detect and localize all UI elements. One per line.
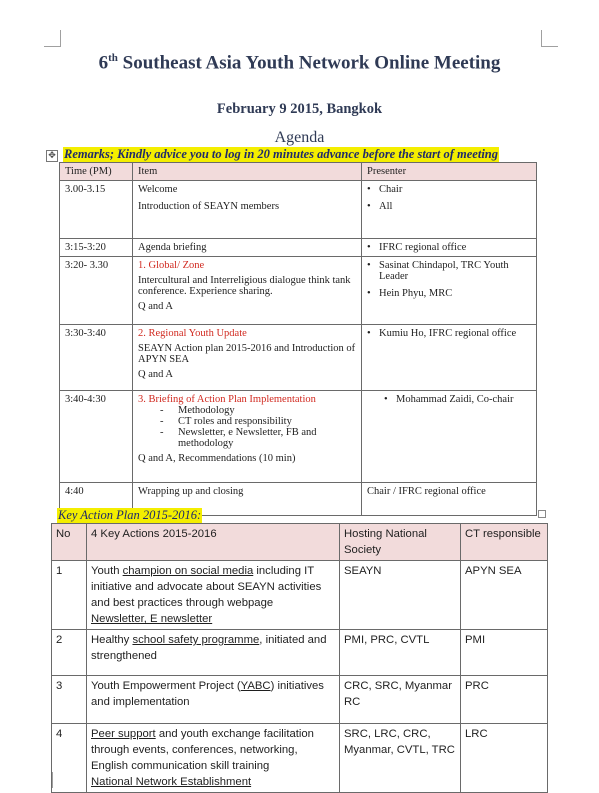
key-action-plan-table: [51, 523, 548, 793]
kap-row: [52, 630, 548, 676]
kap-action-keyword: school safety programme: [132, 634, 260, 646]
presenter-bullet: • Hein Phyu, MRC: [367, 288, 453, 299]
agenda-row: [60, 391, 537, 483]
kap-ct: PMI: [461, 630, 548, 676]
kap-host: SRC, LRC, CRC, Myanmar, CVTL, TRC: [340, 724, 461, 793]
kap-header-row: [52, 524, 548, 561]
agenda-presenter: Chair / IFRC regional office: [362, 483, 537, 516]
presenter-bullet: • IFRC regional office: [367, 242, 467, 253]
agenda-header-item: Item: [133, 163, 362, 181]
presenter-bullet: • Kumiu Ho, IFRC regional office: [367, 328, 517, 339]
kap-no: 4: [52, 724, 87, 793]
agenda-item-text: Introduction of SEAYN members: [138, 201, 280, 212]
agenda-time: 4:40: [60, 483, 133, 516]
agenda-item: [133, 181, 362, 239]
agenda-item: Wrapping up and closing: [133, 483, 362, 516]
agenda-row: [60, 325, 537, 391]
agenda-presenter: [362, 257, 537, 325]
kap-header-ct: CT responsible: [461, 524, 548, 561]
kap-ct: LRC: [461, 724, 548, 793]
agenda-row: [60, 181, 537, 239]
kap-action: Peer support and youth exchange facilitation through events, conferences, networking, English communication skill training National Network Establishment: [87, 724, 340, 793]
kap-row: [52, 724, 548, 793]
agenda-subitem: - Newsletter, e Newsletter, FB and methodology: [160, 427, 317, 449]
remarks-note: Remarks; Kindly advice you to log in 20 minutes advance before the start of meeting: [64, 147, 499, 161]
agenda-time: 3:40-4:30: [60, 391, 133, 483]
kap-no: 1: [52, 561, 87, 630]
agenda-header-presenter: Presenter: [362, 163, 537, 181]
agenda-presenter: [362, 325, 537, 391]
agenda-item-text: Intercultural and Interreligious dialogue think tank conference. Experience sharing.: [138, 275, 351, 297]
agenda-item-text: Q and A, Recommendations (10 min): [138, 453, 296, 464]
agenda-row: [60, 257, 537, 325]
presenter-bullet: • All: [367, 201, 393, 212]
kap-row: [52, 561, 548, 630]
kap-action-keyword: YABC: [240, 680, 271, 692]
agenda-item-text: Welcome: [138, 184, 178, 195]
kap-header-no: No: [52, 524, 87, 561]
kap-header-host: Hosting National Society: [340, 524, 461, 561]
agenda-time: 3.00-3.15: [60, 181, 133, 239]
kap-action: Youth Empowerment Project (YABC) initiatives and implementation: [87, 676, 340, 724]
page-corner-mark-top-right: [541, 30, 558, 47]
kap-action-subline: Newsletter, E newsletter: [91, 613, 213, 625]
agenda-header-row: [60, 163, 537, 181]
kap-no: 3: [52, 676, 87, 724]
agenda-item-heading: 2. Regional Youth Update: [138, 328, 247, 339]
key-action-plan-caption: Key Action Plan 2015-2016:: [58, 508, 202, 522]
kap-ct: APYN SEA: [461, 561, 548, 630]
kap-no: 2: [52, 630, 87, 676]
agenda-time: 3:30-3:40: [60, 325, 133, 391]
agenda-item: [133, 257, 362, 325]
agenda-heading: Agenda: [274, 129, 325, 146]
agenda-item-heading: 3. Briefing of Action Plan Implementation: [138, 394, 316, 405]
table-move-handle-icon[interactable]: ✥: [46, 150, 58, 162]
presenter-bullet: • Sasinat Chindapol, TRC Youth Leader: [367, 260, 509, 282]
agenda-presenter: [362, 181, 537, 239]
agenda-item-text: Q and A: [138, 301, 173, 312]
kap-host: SEAYN: [340, 561, 461, 630]
agenda-item-text: Q and A: [138, 369, 173, 380]
agenda-header-time: Time (PM): [60, 163, 133, 181]
agenda-item-text: SEAYN Action plan 2015-2016 and Introduction of APYN SEA: [138, 343, 356, 365]
agenda-item: [133, 391, 362, 483]
date-place: February 9 2015, Bangkok: [216, 101, 383, 117]
agenda-subitem: - Methodology: [160, 405, 235, 416]
agenda-item: Agenda briefing: [133, 239, 362, 257]
kap-action-keyword: champion on social media: [122, 565, 254, 577]
kap-action-keyword: Peer support: [91, 728, 156, 740]
kap-host: CRC, SRC, Myanmar RC: [340, 676, 461, 724]
kap-row: [52, 676, 548, 724]
agenda-item-heading: 1. Global/ Zone: [138, 260, 205, 271]
kap-host: PMI, PRC, CVTL: [340, 630, 461, 676]
agenda-presenter: [362, 391, 537, 483]
agenda-table: [59, 162, 537, 516]
presenter-bullet: • Chair: [367, 184, 403, 195]
kap-action: Healthy school safety programme, initiated and strengthened: [87, 630, 340, 676]
agenda-item: [133, 325, 362, 391]
agenda-time: 3:20- 3.30: [60, 257, 133, 325]
agenda-time: 3:15-3:20: [60, 239, 133, 257]
table-resize-handle-icon[interactable]: [538, 510, 546, 518]
presenter-bullet: • Mohammad Zaidi, Co-chair: [384, 394, 514, 405]
page-title: 6th Southeast Asia Youth Network Online Meeting: [98, 52, 501, 74]
kap-header-actions: 4 Key Actions 2015-2016: [87, 524, 340, 561]
kap-ct: PRC: [461, 676, 548, 724]
agenda-subitem: - CT roles and responsibility: [160, 416, 292, 427]
page-corner-mark-top-left: [44, 30, 61, 47]
agenda-row: [60, 239, 537, 257]
kap-action-subline: National Network Establishment: [91, 776, 252, 788]
agenda-presenter: [362, 239, 537, 257]
kap-action: Youth champion on social media including IT initiative and advocate about SEAYN activities and best practices through webpage Newsletter, E newsletter: [87, 561, 340, 630]
